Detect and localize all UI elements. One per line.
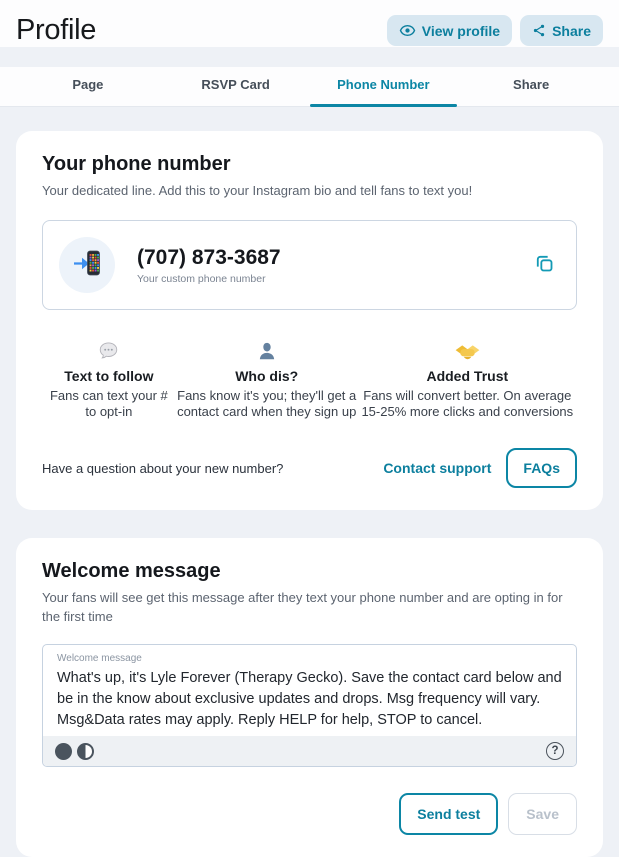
feature-desc: Fans will convert better. On average 15-25% more clicks and conversions (361, 388, 574, 420)
header-actions (387, 15, 603, 46)
copy-icon (533, 263, 556, 278)
feature-added-trust (358, 338, 577, 420)
welcome-message-box (42, 644, 577, 767)
feature-title: Who dis? (235, 368, 299, 385)
page-title: Profile (16, 14, 97, 46)
tab-phone-number[interactable]: Phone Number (310, 67, 458, 106)
faq-row (42, 448, 577, 488)
view-profile-button[interactable] (387, 15, 512, 46)
speech-balloon-icon (42, 338, 176, 362)
feature-title: Text to follow (64, 368, 154, 385)
phone-number-caption: Your custom phone number (137, 272, 266, 285)
message-box-footer (43, 736, 576, 766)
share-nodes-icon (532, 23, 546, 38)
phone-number-value: (707) 873-3687 (137, 245, 281, 269)
feature-text-to-follow (42, 338, 176, 420)
feature-title: Added Trust (426, 368, 509, 385)
faqs-button[interactable]: FAQs (506, 448, 577, 488)
phone-number-group (137, 246, 281, 285)
help-icon[interactable]: ? (546, 742, 564, 760)
save-button[interactable]: Save (508, 793, 577, 835)
welcome-message-card (16, 538, 603, 857)
share-button[interactable] (520, 15, 603, 46)
send-test-button[interactable]: Send test (399, 793, 498, 835)
phone-avatar (59, 237, 115, 293)
welcome-card-actions (42, 793, 577, 835)
welcome-message-field-label: Welcome message (57, 653, 142, 665)
view-profile-label: View profile (421, 22, 501, 39)
tab-rsvp-card[interactable]: RSVP Card (201, 77, 270, 92)
features-row (42, 338, 577, 420)
handshake-icon (358, 338, 577, 362)
phone-card-title: Your phone number (42, 153, 231, 175)
share-label: Share (552, 22, 591, 39)
welcome-message-input[interactable] (43, 664, 576, 736)
phone-number-box (42, 220, 577, 310)
tab-share[interactable]: Share (513, 77, 550, 92)
half-circle-icon[interactable] (77, 743, 94, 760)
faq-question-text: Have a question about your new number? (42, 460, 284, 476)
tab-bar (0, 67, 619, 107)
top-header (0, 0, 619, 47)
solid-circle-icon[interactable] (55, 743, 72, 760)
mobile-phone-arrow-icon (71, 247, 103, 284)
eye-icon (399, 22, 416, 39)
bust-silhouette-icon (176, 338, 358, 362)
tab-page[interactable]: Page (72, 77, 104, 92)
feature-desc: Fans know it's you; they'll get a contact card when they sign up (177, 388, 357, 420)
contact-support-link[interactable]: Contact support (383, 460, 492, 477)
feature-desc: Fans can text your # to opt-in (49, 388, 168, 420)
copy-phone-button[interactable] (529, 248, 560, 282)
phone-number-card (16, 131, 603, 510)
phone-card-subtitle: Your dedicated line. Add this to your Instagram bio and tell fans to text you! (42, 183, 473, 198)
welcome-card-title: Welcome message (42, 560, 221, 583)
feature-who-dis (176, 338, 358, 420)
welcome-card-subtitle: Your fans will see get this message after they text your phone number and are opting in for the first time (42, 590, 563, 624)
